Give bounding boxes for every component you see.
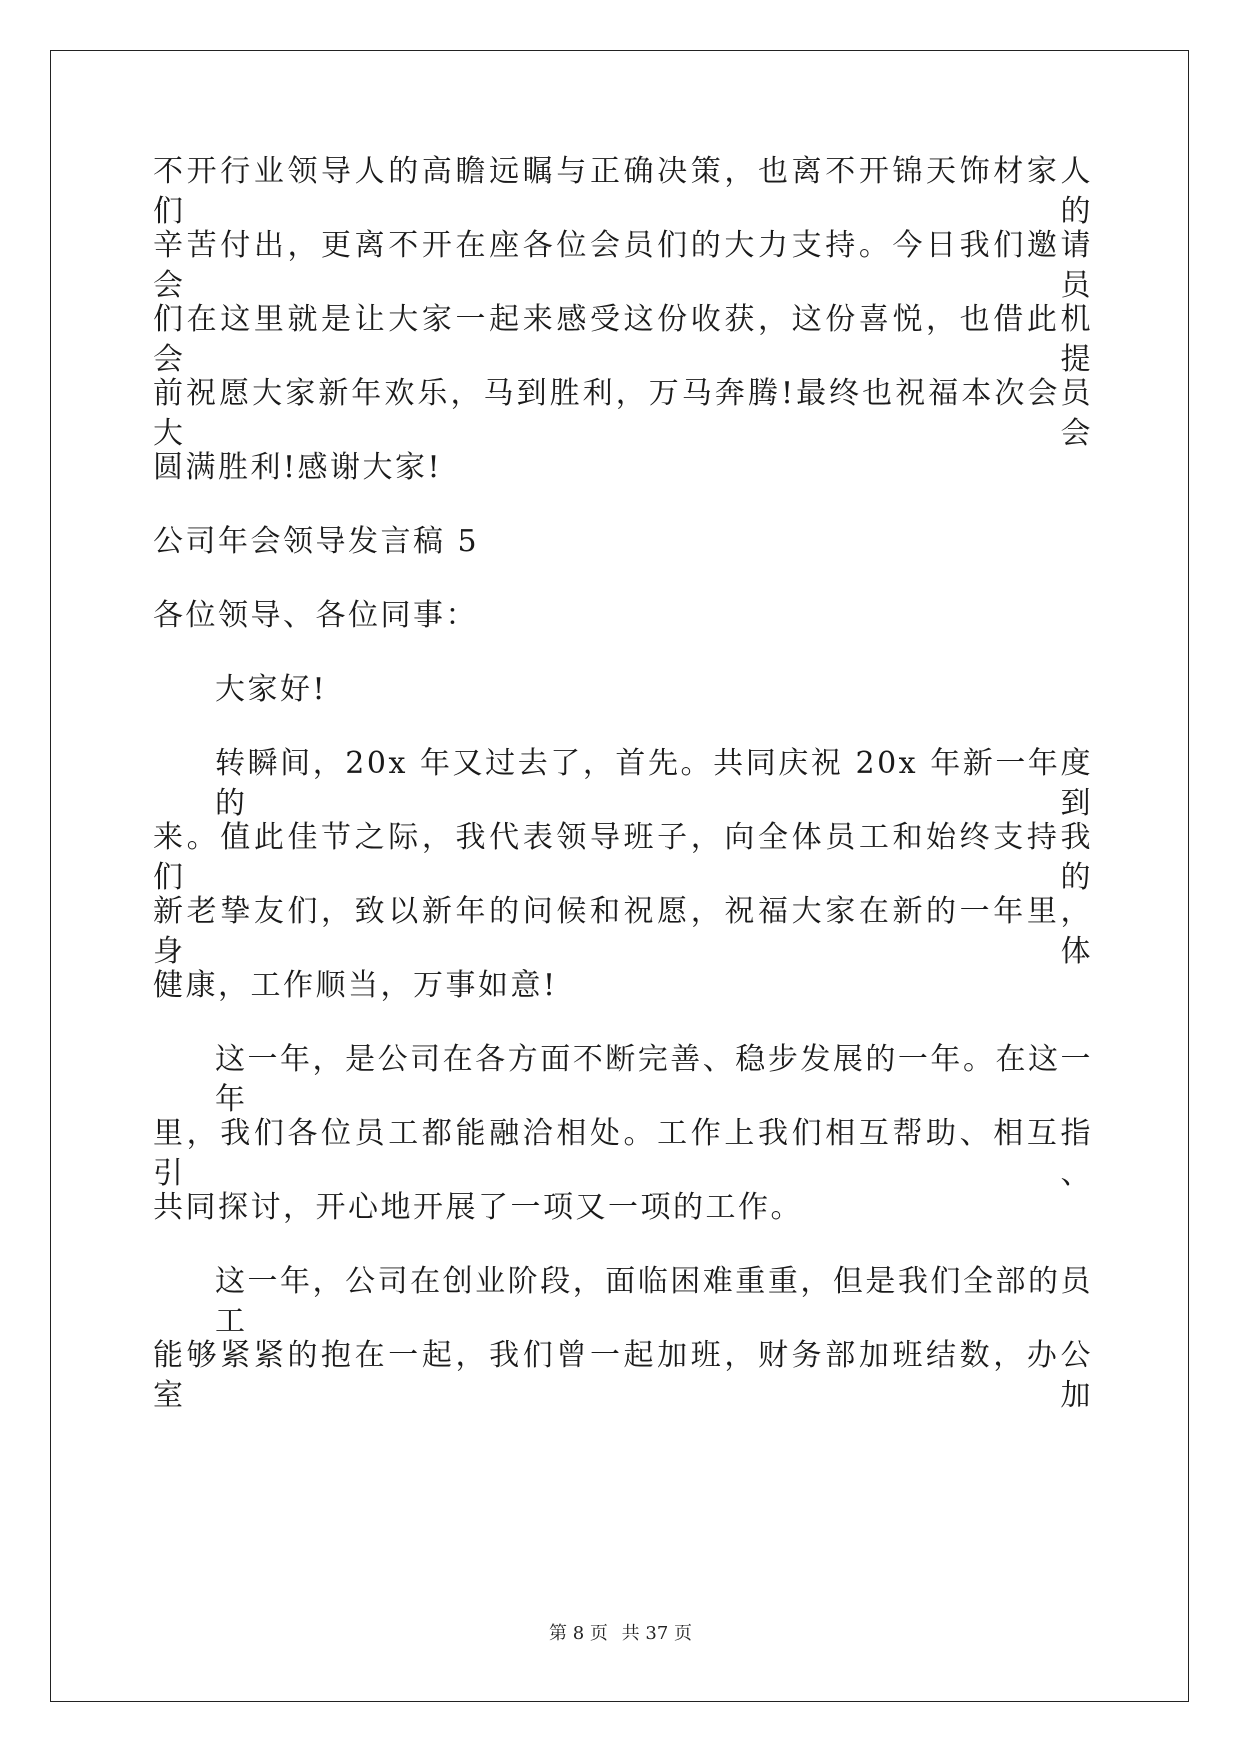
paragraph-line: 不开行业领导人的高瞻远瞩与正确决策，也离不开锦天饰材家人们的 [153,154,1093,229]
paragraph-line: 来。值此佳节之际，我代表领导班子，向全体员工和始终支持我们的 [153,820,1093,895]
paragraph-line: 这一年，是公司在各方面不断完善、稳步发展的一年。在这一年 [215,1042,1093,1117]
salutation: 各位领导、各位同事： [153,598,478,633]
paragraph-line: 前祝愿大家新年欢乐，马到胜利，万马奔腾!最终也祝福本次会员大会 [153,376,1093,451]
page-number: 第 8 页 [549,1623,608,1644]
paragraph-line: 这一年，公司在创业阶段，面临困难重重，但是我们全部的员工 [215,1264,1093,1339]
greeting: 大家好! [215,672,328,707]
paragraph-line: 健康，工作顺当，万事如意! [153,968,558,1003]
page-total: 共 37 页 [621,1623,692,1644]
section-heading: 公司年会领导发言稿 5 [153,524,480,559]
paragraph-line: 圆满胜利!感谢大家! [153,450,443,485]
paragraph-line: 共同探讨，开心地开展了一项又一项的工作。 [153,1190,803,1225]
paragraph-line: 辛苦付出，更离不开在座各位会员们的大力支持。今日我们邀请会员 [153,228,1093,303]
paragraph-line: 新老挚友们，致以新年的问候和祝愿，祝福大家在新的一年里，身体 [153,894,1093,969]
page-footer [0,1622,1241,1646]
paragraph-line: 里，我们各位员工都能融洽相处。工作上我们相互帮助、相互指引、 [153,1116,1093,1191]
paragraph-line: 转瞬间，20x 年又过去了，首先。共同庆祝 20x 年新一年度的到 [215,746,1093,821]
paragraph-line: 能够紧紧的抱在一起，我们曾一起加班，财务部加班结数，办公室加 [153,1338,1093,1413]
paragraph-line: 们在这里就是让大家一起来感受这份收获，这份喜悦，也借此机会提 [153,302,1093,377]
